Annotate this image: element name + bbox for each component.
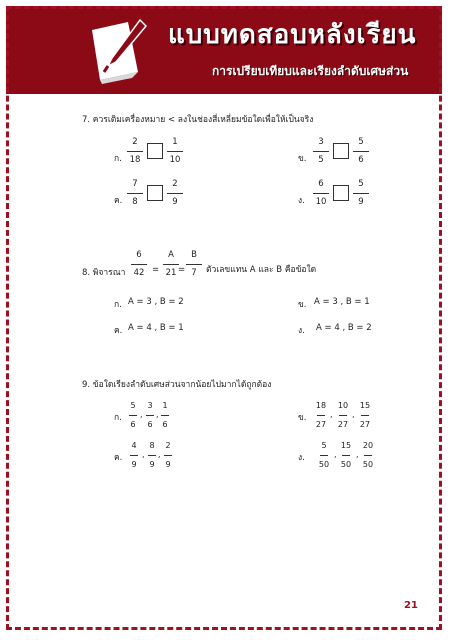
q9-option-a-fraction-3: 1 6 — [162, 401, 168, 429]
q9-option-c-comma-1: , — [142, 450, 145, 459]
q7-option-d-label: ง. — [298, 196, 305, 206]
q7-option-a-right-fraction: 1 10 — [164, 137, 186, 166]
q9-option-a-fraction-1: 5 6 — [130, 401, 136, 429]
q9-option-b-fraction-2: 10 27 — [337, 401, 349, 429]
q9-option-b-comma-2: , — [352, 410, 355, 419]
q8-option-d-label: ง. — [298, 326, 305, 336]
q8-option-c-label: ค. — [114, 326, 123, 336]
question-9-text: 9. ข้อใดเรียงลำดับเศษส่วนจากน้อยไปมากได้ถูกต้อง — [82, 380, 272, 390]
q9-option-d-label: ง. — [298, 453, 305, 463]
q7-option-d-left-fraction: 6 10 — [310, 179, 332, 208]
q8-fraction-1: 6 42 — [128, 250, 150, 279]
q8-equals-1: = — [152, 265, 160, 275]
q9-option-a-fraction-2: 3 6 — [147, 401, 153, 429]
q7-option-c-left-fraction: 7 8 — [124, 179, 146, 208]
q8-option-b-label: ข. — [298, 300, 307, 310]
question-7-text: 7. ควรเติมเครื่องหมาย < ลงในช่องสี่เหลี่ยมข้อใดเพื่อให้เป็นจริง — [82, 115, 314, 125]
q7-option-a-answer-box[interactable] — [147, 143, 163, 159]
q9-option-c-fraction-3: 2 9 — [165, 441, 171, 469]
page-title: แบบทดสอบหลังเรียน — [168, 20, 417, 50]
q9-option-d-fraction-3: 20 50 — [362, 441, 374, 469]
q8-option-a-label: ก. — [114, 300, 122, 310]
q9-option-c-comma-2: , — [158, 450, 161, 459]
q7-option-b-left-fraction: 3 5 — [310, 137, 332, 166]
q7-option-c-answer-box[interactable] — [147, 185, 163, 201]
q7-option-c-right-fraction: 2 9 — [164, 179, 186, 208]
q8-option-a-text[interactable]: A = 3 , B = 2 — [128, 297, 184, 307]
q7-option-b-right-fraction: 5 6 — [350, 137, 372, 166]
q8-fraction-3: B 7 — [183, 250, 205, 279]
question-8-suffix: ตัวเลขแทน A และ B คือข้อใด — [206, 265, 317, 275]
q8-fraction-2: A 21 — [160, 250, 182, 279]
q8-option-c-text[interactable]: A = 4 , B = 1 — [128, 323, 184, 333]
q9-option-c-label: ค. — [114, 453, 123, 463]
q9-option-b-comma-1: , — [330, 410, 333, 419]
page-number: 21 — [404, 600, 418, 611]
q9-option-b-fraction-1: 18 27 — [315, 401, 327, 429]
q7-option-d-right-fraction: 5 9 — [350, 179, 372, 208]
page-subtitle: การเปรียบเทียบและเรียงลำดับเศษส่วน — [212, 64, 409, 78]
q7-option-b-label: ข. — [298, 154, 307, 164]
question-8-prefix: 8. พิจารณา — [82, 268, 126, 278]
q9-option-b-fraction-3: 15 27 — [359, 401, 371, 429]
q9-option-d-fraction-1: 5 50 — [318, 441, 330, 469]
q7-option-c-label: ค. — [114, 196, 123, 206]
q7-option-b-answer-box[interactable] — [333, 143, 349, 159]
q9-option-a-label: ก. — [114, 413, 122, 423]
q9-option-a-comma-1: , — [140, 410, 143, 419]
q8-equals-2: = — [178, 265, 186, 275]
q7-option-d-answer-box[interactable] — [333, 185, 349, 201]
q7-option-a-label: ก. — [114, 154, 122, 164]
q9-option-c-fraction-1: 4 9 — [131, 441, 137, 469]
q9-option-d-comma-2: , — [356, 450, 359, 459]
q8-option-b-text[interactable]: A = 3 , B = 1 — [314, 297, 370, 307]
q9-option-d-comma-1: , — [334, 450, 337, 459]
q9-option-c-fraction-2: 8 9 — [149, 441, 155, 469]
q9-option-d-fraction-2: 15 50 — [340, 441, 352, 469]
q7-option-a-left-fraction: 2 18 — [124, 137, 146, 166]
q8-option-d-text[interactable]: A = 4 , B = 2 — [316, 323, 372, 333]
q9-option-b-label: ข. — [298, 413, 307, 423]
q9-option-a-comma-2: , — [156, 410, 159, 419]
